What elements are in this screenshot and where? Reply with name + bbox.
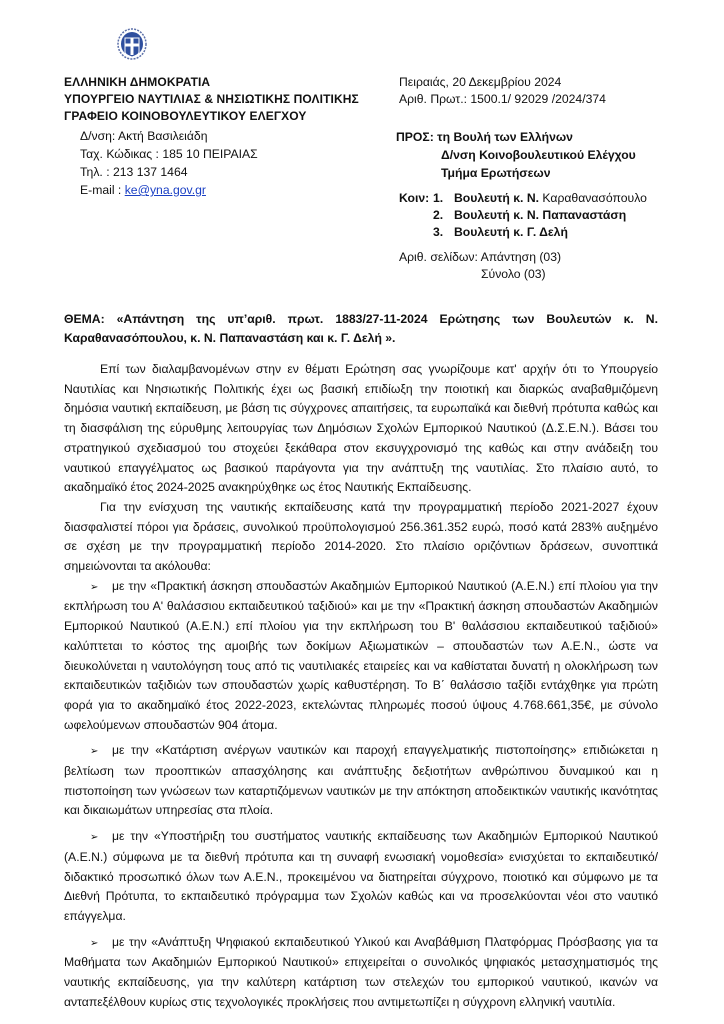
arrow-bullet-icon: ➢ — [90, 832, 99, 844]
pages-total: Σύνολο (03) — [481, 267, 546, 281]
letter-body — [64, 360, 658, 1013]
recipient-line-2: Δ/νση Κοινοβουλευτικού Ελέγχου — [441, 148, 636, 162]
cc-prefix: Βουλευτή κ. Ν. Παπαναστάση — [454, 208, 627, 222]
cc-name: Καραθανασόπουλο — [539, 191, 647, 205]
document-meta — [399, 74, 606, 108]
bullet-item — [64, 741, 658, 821]
address-email-row — [80, 181, 258, 199]
bullet-text: με την «Ανάπτυξη Ψηφιακού εκπαιδευτικού Υλικού και Αναβάθμιση Πλατφόρμας Πρόσβασης για τα Μαθήματα των Ακαδημιών Εμπορικού Ναυτικού» επιχειρείται ο συνολικός ψηφιακός μετασχηματισμός της ναυτικής εκπαίδευσης, για την καλύτερη κατάρτιση των στελεχών του εμπορικού ναυτικού, ικανών να ανταπεξέλθουν κυρίως στις τεχνολογικές προκλήσεις που αντιμετωπίζει η σύγχρονη ελληνική ναυτιλία. — [64, 934, 658, 1009]
cc-prefix: Βουλευτή κ. Γ. Δελή — [454, 225, 568, 239]
cc-item — [399, 207, 647, 224]
bullet-text: με την «Υποστήριξη του συστήματος ναυτικής εκπαίδευσης των Ακαδημιών Εμπορικού Ναυτικού (Α.Ε.Ν.) σύμφωνα με τα διεθνή πρότυπα και τη συναφή ενωσιακή νομοθεσία» ενισχύεται το εκπαιδευτικό/διδακτικό προσωπικό όλων των Α.Ε.Ν., προκειμένου να διατηρείται σύγχρονο, ποιοτικό και σύμφωνο με τα Διεθνή Πρότυπα, το εκπαιδευτικό πρόγραμμα των Σχολών καθώς και να προσελκύονται νέοι στο ναυτικό επάγγελμα. — [64, 829, 658, 923]
org-line-1: ΕΛΛΗΝΙΚΗ ΔΗΜΟΚΡΑΤΙΑ — [64, 75, 211, 89]
arrow-bullet-icon: ➢ — [90, 746, 99, 758]
org-line-2: ΥΠΟΥΡΓΕΙΟ ΝΑΥΤΙΛΙΑΣ & ΝΗΣΙΩΤΙΚΗΣ ΠΟΛΙΤΙΚΗΣ — [64, 92, 359, 106]
cc-number: 3. — [433, 225, 444, 239]
bullet-item — [64, 577, 658, 736]
email-label: E-mail : — [80, 183, 125, 197]
cc-number: 2. — [433, 208, 444, 222]
cc-prefix: Βουλευτή κ. Ν. — [454, 191, 540, 205]
cc-label: Κοιν: — [399, 191, 430, 205]
bullet-text: με την «Πρακτική άσκηση σπουδαστών Ακαδημιών Εμπορικού Ναυτικού (Α.Ε.Ν.) επί πλοίου για την εκπλήρωση του Α' θαλάσσιου εκπαιδευτικού ταξιδιού» και με την «Πρακτική άσκηση σπουδαστών Ακαδημιών Εμπορικού Ναυτικού (Α.Ε.Ν.) επί πλοίου για την εκπλήρωση του Β' θαλάσσιου εκπαιδευτικού ταξιδιού» καλύπτεται το κόστος της αμοιβής των δοκίμων Αξιωματικών – σπουδαστών των Α.Ε.Ν., ώστε να διευκολύνεται η ναυτολόγηση τους από τις ναυτιλιακές εταιρείες και να καθίσταται δυνατή η ολοκλήρωση των εκπαιδευτικών ταξιδιών των σπουδαστών χωρίς καθυστέρηση. Το Β΄ θαλάσσιο ταξίδι εντάχθηκε για πρώτη φορά για το ακαδημαϊκό έτος 2022-2023, εκτελώντας πληρωμές ποσού ύψους 4.768.661,35€, με σύνολο ωφελούμενων σπουδαστών 904 άτομα. — [64, 578, 658, 732]
protocol-number: Αριθ. Πρωτ.: 1500.1/ 92029 /2024/374 — [399, 92, 606, 106]
cc-item — [399, 190, 647, 207]
bullet-text: με την «Κατάρτιση ανέργων ναυτικών και παροχή επαγγελματικής πιστοποίησης» επιδιώκεται η βελτίωση των προοπτικών απασχόλησης και ανάπτυξης δεξιοτήτων ανθρώπινου δυναμικού και η πιστοποίηση των γνώσεων των καταρτιζόμενων ναυτικών με την απόκτηση αποδεικτικών ναυτικής ικανότητας και δικαιωμάτων υπηρεσίας στα πλοία. — [64, 743, 658, 818]
subject-line: ΘΕΜΑ: «Απάντηση της υπ’αριθ. πρωτ. 1883/27-11-2024 Ερώτησης των Βουλευτών κ. Ν. Καραθανασόπουλου, κ. Ν. Παπαναστάση και κ. Γ. Δελή ». — [64, 312, 658, 345]
address-contact: Δ/νση: Ακτή Βασιλειάδη — [80, 129, 208, 143]
recipient-line-3: Τμήμα Ερωτήσεων — [441, 166, 551, 180]
email-link[interactable]: ke@yna.gov.gr — [124, 183, 206, 197]
body-paragraph: Για την ενίσχυση της ναυτικής εκπαίδευσης κατά την προγραμματική περίοδο 2021-2027 έχουν διασφαλιστεί πόροι για δράσεις, συνολικού προϋπολογισμού 256.361.352 ευρώ, ποσό κατά 283% αυξημένο σε σχέση με την προγραμματική περίοδο 2014-2020. Στο πλαίσιο οριζόντιων δράσεων, συνοπτικά σημειώνονται τα ακόλουθα: — [64, 499, 658, 574]
cc-block — [399, 190, 647, 241]
pages-answer: Αριθ. σελίδων: Απάντηση (03) — [399, 250, 562, 264]
bullet-item — [64, 933, 658, 1013]
recipient-block — [396, 128, 636, 182]
recipient-line-1: ΠΡΟΣ: τη Βουλή των Ελλήνων — [396, 130, 573, 144]
sender-organization — [64, 74, 359, 125]
address-phone: Τηλ. : 213 137 1464 — [80, 165, 188, 179]
bullet-item — [64, 827, 658, 927]
cc-item — [399, 224, 647, 241]
address-postal: Ταχ. Κώδικας : 185 10 ΠΕΙΡΑΙΑΣ — [80, 147, 258, 161]
page-count — [399, 249, 561, 283]
place-date: Πειραιάς, 20 Δεκεμβρίου 2024 — [399, 75, 562, 89]
arrow-bullet-icon: ➢ — [90, 581, 99, 593]
body-paragraph: Επί των διαλαμβανομένων στην εν θέματι Ερώτηση σας γνωρίζουμε κατ' αρχήν ότι το Υπουργείο Ναυτιλίας και Νησιωτικής Πολιτικής έχει ως βασική επιδίωξη την ποιοτική και διαρκώς αναβαθμιζόμενη δημόσια ναυτική εκπαίδευση, με βάση τις σύγχρονες απαιτήσεις, τα ευρωπαϊκά και διεθνή πρότυπα καθώς και τη διασφάλιση της εύρυθμης λειτουργίας των Δημόσιων Σχολών Εμπορικού Ναυτικού (Δ.Σ.Ε.Ν.). Βάσει του στρατηγικού σχεδιασμού του στοχεύει ξεκάθαρα στον εκσυγχρονισμό της καθώς και στην ανάδειξη του ναυτικού επαγγέλματος ως βασικού παράγοντα για την ανάπτυξη της ναυτιλίας. Στο πλαίσιο αυτό, το ακαδημαϊκό έτος 2024-2025 ανακηρύχθηκε ως έτος Ναυτικής Εκπαίδευσης. — [64, 362, 658, 495]
sender-address — [80, 127, 258, 199]
greek-state-emblem-icon — [117, 28, 147, 60]
arrow-bullet-icon: ➢ — [90, 937, 99, 949]
org-line-3: ΓΡΑΦΕΙΟ ΚΟΙΝΟΒΟΥΛΕΥΤΙΚΟΥ ΕΛΕΓΧΟΥ — [64, 109, 307, 123]
cc-number: 1. — [433, 191, 444, 205]
